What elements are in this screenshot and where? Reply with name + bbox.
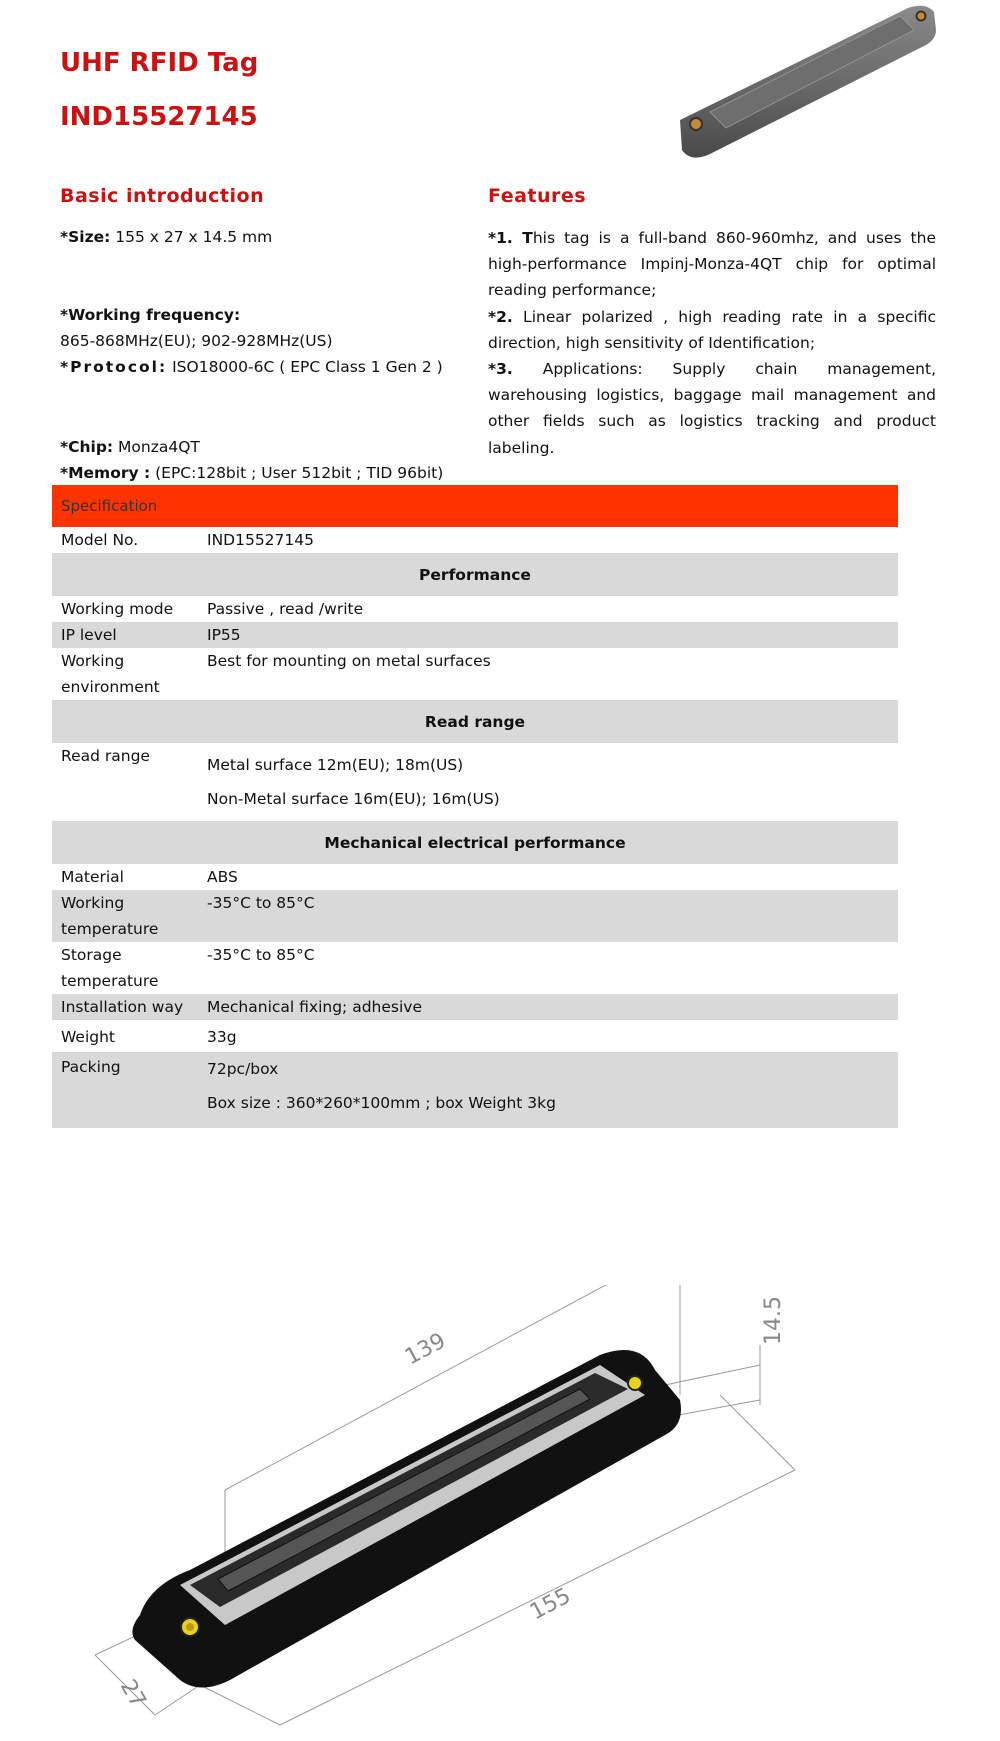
protocol-label: *Protocol: bbox=[60, 358, 168, 376]
product-photo bbox=[668, 0, 950, 160]
chip-memory-field bbox=[60, 434, 443, 486]
product-title: UHF RFID Tag bbox=[60, 48, 259, 78]
protocol-value: ISO18000-6C ( EPC Class 1 Gen 2 ) bbox=[167, 358, 443, 376]
product-model-heading: IND15527145 bbox=[60, 102, 258, 132]
table-row: Working temperature -35°C to 85°C bbox=[52, 890, 898, 942]
group-header-performance: Performance bbox=[52, 553, 898, 596]
spec-header-row bbox=[52, 485, 898, 527]
specification-table bbox=[52, 485, 898, 1128]
frequency-value: 865-868MHz(EU); 902-928MHz(US) bbox=[60, 332, 333, 350]
dim-27: 27 bbox=[114, 1675, 151, 1713]
memory-value: (EPC:128bit ; User 512bit ; TID 96bit) bbox=[150, 464, 444, 482]
features-list bbox=[488, 225, 936, 461]
table-row: Working environment Best for mounting on metal surfaces bbox=[52, 648, 898, 700]
table-row bbox=[52, 527, 898, 553]
spec-header: Specification bbox=[52, 485, 898, 527]
group-header-read-range: Read range bbox=[52, 700, 898, 743]
table-row: Working mode Passive , read /write bbox=[52, 596, 898, 622]
feature-item: *3. Applications: Supply chain management, warehousing logistics, baggage mail management and other fields such as logistics tracking and product labeling. bbox=[488, 360, 936, 457]
size-field bbox=[60, 224, 272, 250]
group-header-mechanical: Mechanical electrical performance bbox=[52, 821, 898, 864]
table-row: Installation way Mechanical fixing; adhesive bbox=[52, 994, 898, 1020]
basic-introduction-heading: Basic introduction bbox=[60, 185, 265, 207]
table-row: Material ABS bbox=[52, 864, 898, 890]
frequency-label: *Working frequency: bbox=[60, 306, 241, 324]
size-label: *Size: bbox=[60, 228, 111, 246]
table-row: Read range Metal surface 12m(EU); 18m(US) Non-Metal surface 16m(EU); 16m(US) bbox=[52, 743, 898, 821]
table-row: IP level IP55 bbox=[52, 622, 898, 648]
dim-155: 155 bbox=[526, 1583, 575, 1626]
features-heading: Features bbox=[488, 185, 587, 207]
dim-14-5: 14.5 bbox=[761, 1296, 786, 1345]
row-value: IND15527145 bbox=[198, 527, 898, 553]
table-row: Packing 72pc/box Box size : 360*260*100mm ; box Weight 3kg bbox=[52, 1052, 898, 1128]
memory-label: *Memory : bbox=[60, 464, 151, 482]
feature-item: *1. This tag is a full-band 860-960mhz, and uses the high-performance Impinj-Monza-4QT chip for optimal reading performance; bbox=[488, 229, 936, 300]
dim-139: 139 bbox=[401, 1328, 450, 1371]
chip-label: *Chip: bbox=[60, 438, 114, 456]
dimension-drawing bbox=[80, 1285, 800, 1737]
feature-item: *2. Linear polarized , high reading rate in a specific direction, high sensitivity of Identification; bbox=[488, 307, 936, 352]
size-value: 155 x 27 x 14.5 mm bbox=[110, 228, 273, 246]
table-row: Storage temperature -35°C to 85°C bbox=[52, 942, 898, 994]
table-row: Weight 33g bbox=[52, 1020, 898, 1052]
row-label: Model No. bbox=[52, 527, 198, 553]
chip-value: Monza4QT bbox=[113, 438, 200, 456]
frequency-field bbox=[60, 302, 443, 380]
